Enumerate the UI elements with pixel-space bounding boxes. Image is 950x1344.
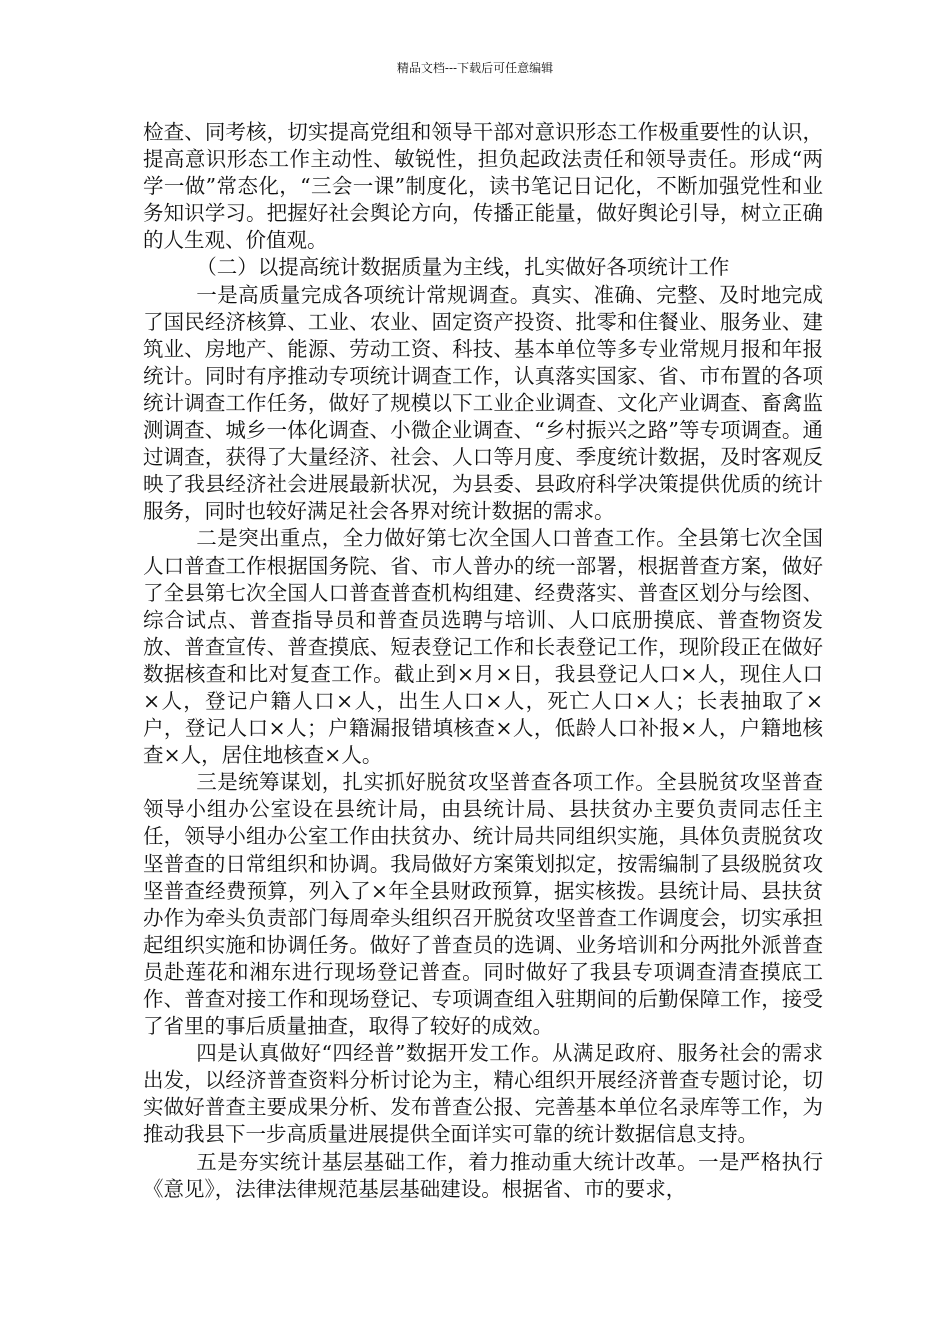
- document-body: [143, 119, 823, 1203]
- continuation-paragraph: 检查、同考核，切实提高党组和领导干部对意识形态工作极重要性的认识，提高意识形态工作主动性、敏锐性，担负起政法责任和领导责任。形成“两学一做”常态化，“三会一课”制度化，读书笔记日记化，不断加强党性和业务知识学习。把握好社会舆论方向，传播正能量，做好舆论引导，树立正确的人生观、价值观。: [143, 120, 823, 253]
- page-header: 精品文档---下载后可任意编辑: [396, 61, 554, 75]
- body-paragraph: 三是统筹谋划，扎实抓好脱贫攻坚普查各项工作。全县脱贫攻坚普查领导小组办公室设在县统计局，由县统计局、县扶贫办主要负责同志任主任，领导小组办公室工作由扶贫办、统计局共同组织实施，具体负责脱贫攻坚普查的日常组织和协调。我局做好方案策划拟定，按需编制了县级脱贫攻坚普查经费预算，列入了×年全县财政预算，据实核拨。县统计局、县扶贫办作为牵头负责部门每周牵头组织召开脱贫攻坚普查工作调度会，切实承担起组织实施和协调任务。做好了普查员的选调、业务培训和分两批外派普查员赴莲花和湘东进行现场登记普查。同时做好了我县专项调查清查摸底工作、普查对接工作和现场登记、专项调查组入驻期间的后勤保障工作，接受了省里的事后质量抽查，取得了较好的成效。: [143, 770, 823, 1039]
- body-paragraph: 四是认真做好“四经普”数据开发工作。从满足政府、服务社会的需求出发，以经济普查资料分析讨论为主，精心组织开展经济普查专题讨论，切实做好普查主要成果分析、发布普查公报、完善基本单位名录库等工作，为推动我县下一步高质量进展提供全面详实可靠的统计数据信息支持。: [143, 1041, 823, 1147]
- section-heading: （二）以提高统计数据质量为主线，扎实做好各项统计工作: [196, 255, 730, 280]
- body-paragraph: 一是高质量完成各项统计常规调查。真实、准确、完整、及时地完成了国民经济核算、工业、农业、固定资产投资、批零和住餐业、服务业、建筑业、房地产、能源、劳动工资、科技、基本单位等多专业常规月报和年报统计。同时有序推动专项统计调查工作，认真落实国家、省、市布置的各项统计调查工作任务，做好了规模以下工业企业调查、文化产业调查、畜禽监测调查、城乡一体化调查、小微企业调查、“乡村振兴之路”等专项调查。通过调查，获得了大量经济、社会、人口等月度、季度统计数据，及时客观反映了我县经济社会进展最新状况，为县委、县政府科学决策提供优质的统计服务，同时也较好满足社会各界对统计数据的需求。: [143, 282, 823, 524]
- body-paragraph: 二是突出重点，全力做好第七次全国人口普查工作。全县第七次全国人口普查工作根据国务院、省、市人普办的统一部署，根据普查方案，做好了全县第七次全国人口普查普查机构组建、经费落实、普查区划分与绘图、综合试点、普查指导员和普查员选聘与培训、人口底册摸底、普查物资发放、普查宣传、普查摸底、短表登记工作和长表登记工作，现阶段正在做好数据核查和比对复查工作。截止到×月×日，我县登记人口×人，现住人口×人，登记户籍人口×人，出生人口×人，死亡人口×人；长表抽取了×户，登记人口×人；户籍漏报错填核查×人，低龄人口补报×人，户籍地核查×人，居住地核查×人。: [143, 526, 823, 768]
- body-paragraph: 五是夯实统计基层基础工作，着力推动重大统计改革。一是严格执行《意见》，法律法律规范基层基础建设。根据省、市的要求，: [143, 1149, 823, 1201]
